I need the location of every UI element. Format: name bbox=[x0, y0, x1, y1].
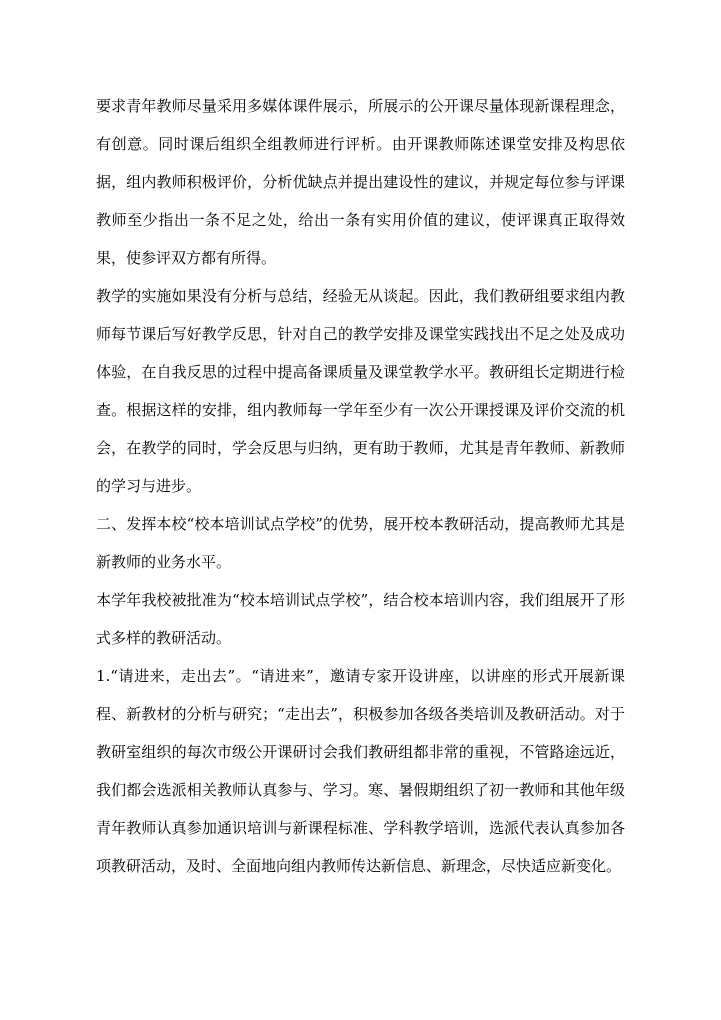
paragraph: 教学的实施如果没有分析与总结，经验无从谈起。因此，我们教研组要求组内教师每节课后写好教学反思，针对自己的教学安排及课堂实践找出不足之处及成功体验，在自我反思的过程中提高备课质量及课堂教学水平。教研组长定期进行检查。根据这样的安排，组内教师每一学年至少有一次公开课授课及评价交流的机会，在教学的同时，学会反思与归纳，更有助于教师，尤其是青年教师、新教师的学习与进步。 bbox=[96, 287, 625, 495]
paragraph: 要求青年教师尽量采用多媒体课件展示，所展示的公开课尽量体现新课程理念，有创意。同时课后组织全组教师进行评析。由开课教师陈述课堂安排及构思依据，组内教师积极评价，分析优缺点并提出建设性的建议，并规定每位参与评课教师至少指出一条不足之处，给出一条有实用价值的建议，使评课真正取得效果，使参评双方都有所得。 bbox=[96, 97, 625, 267]
paragraph: 二、发挥本校“校本培训试点学校”的优势，展开校本教研活动，提高教师尤其是新教师的业务水平。 bbox=[96, 515, 625, 571]
document-body bbox=[96, 87, 625, 885]
paragraph: 本学年我校被批准为“校本培训试点学校”，结合校本培训内容，我们组展开了形式多样的教研活动。 bbox=[96, 591, 625, 647]
paragraph: 1.“请进来，走出去”。“请进来”，邀请专家开设讲座，以讲座的形式开展新课程、新教材的分析与研究；“走出去”，积极参加各级各类培训及教研活动。对于教研室组织的每次市级公开课研讨会我们教研组都非常的重视，不管路途远近，我们都会选派相关教师认真参与、学习。寒、暑假期组织了初一教师和其他年级青年教师认真参加通识培训与新课程标准、学科教学培训，选派代表认真参加各项教研活动，及时、全面地向组内教师传达新信息、新理念，尽快适应新变化。 bbox=[96, 667, 625, 875]
